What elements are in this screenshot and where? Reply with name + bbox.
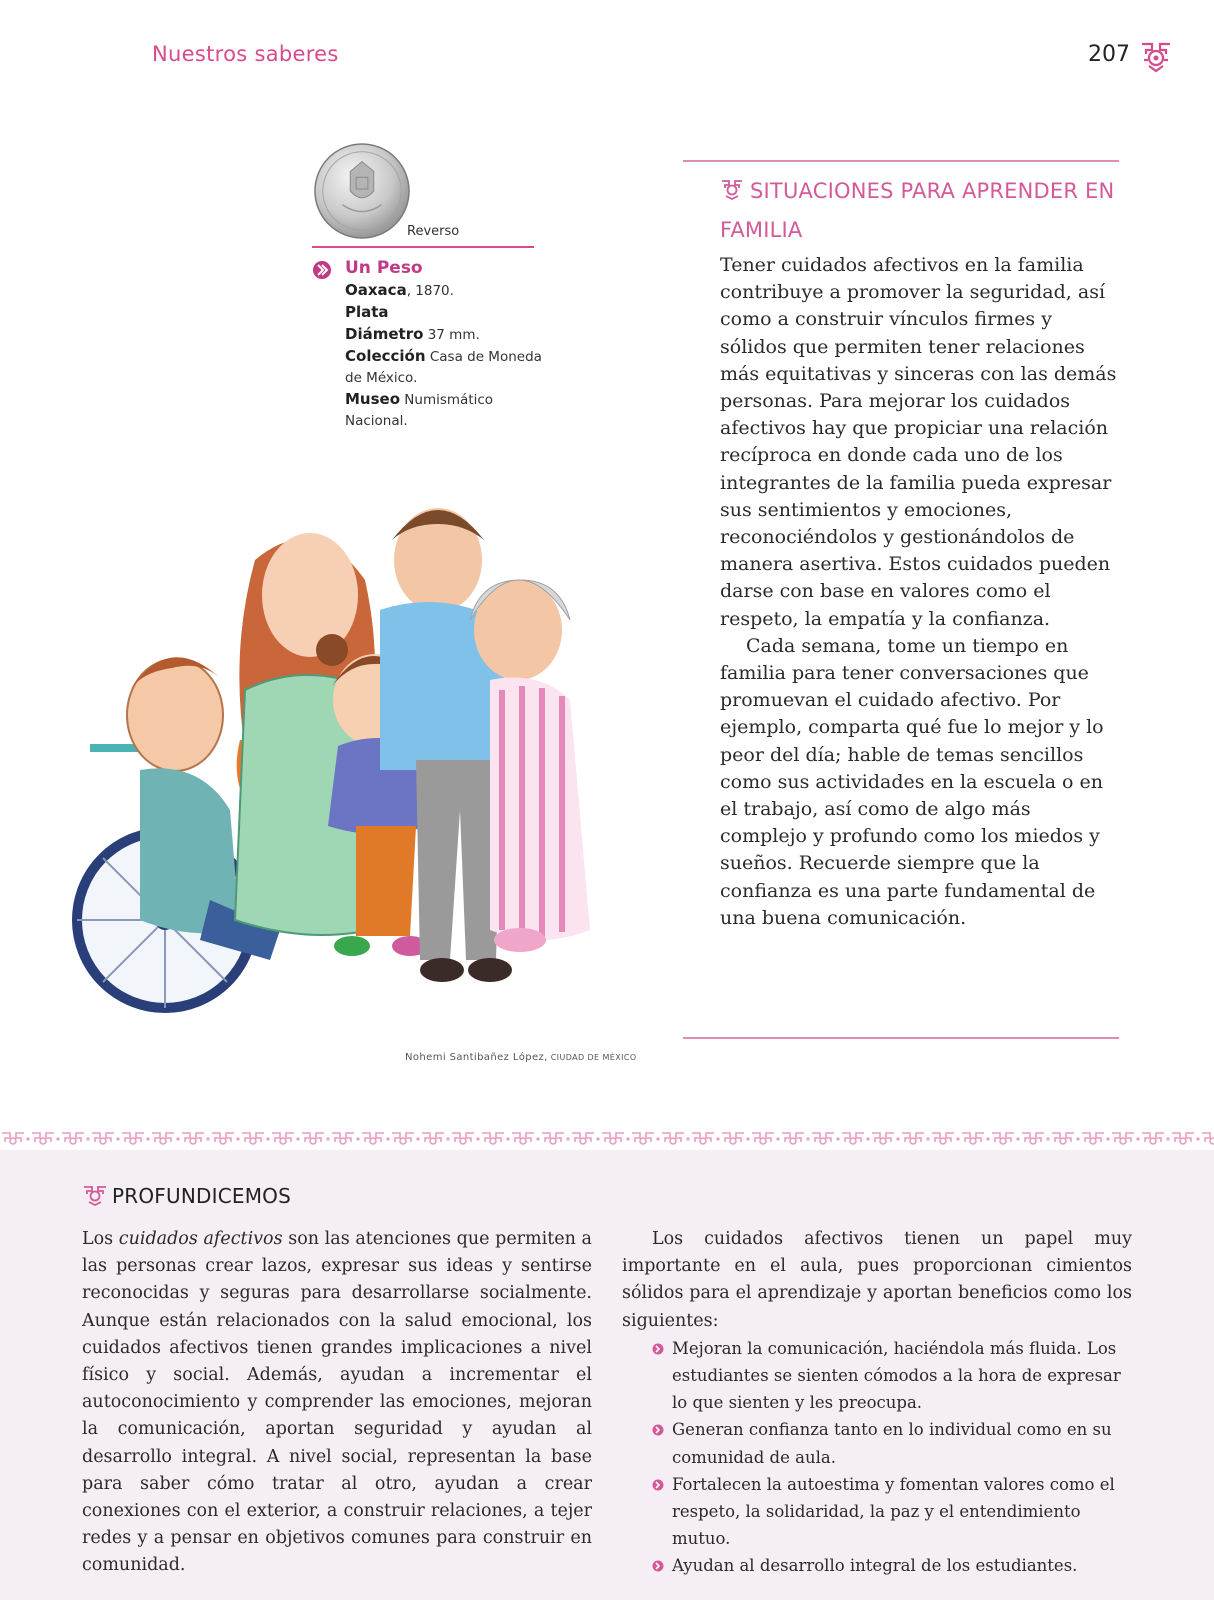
box-bottom-rule bbox=[683, 1037, 1119, 1039]
profundicemos-left-text: Los cuidados afectivos son las atenciones que permiten a las personas crear lazos, expresar sus ideas y sentirse reconocidas y seguras para desarrollarse socialmente. Aunque están relacionados con la salud emocional, los cuidados afectivos tienen grandes implicaciones a nivel físico y social. Además, ayudan a incrementar el autoconocimiento y comprender las emociones, mejoran la comunicación, aportan seguridad y ayudan al desarrollo integral. A nivel social, representan la base para saber cómo tratar al otro, ayudan a crear conexiones con el exterior, a construir relaciones, a tejer redes y a pensar en objetivos comunes para construir en comunidad. bbox=[82, 1229, 592, 1576]
benefits-list bbox=[650, 1335, 1132, 1580]
family-box-title: SITUACIONES PARA APRENDER EN FAMILIA bbox=[720, 179, 1115, 242]
list-item: Mejoran la comunicación, haciéndola más fluida. Los estudiantes se sienten cómodos a la hora de expresar lo que sienten y les preocupa. bbox=[650, 1335, 1132, 1417]
profundicemos-title: PROFUNDICEMOS bbox=[82, 1184, 291, 1208]
coin-collection: Colección Casa de Moneda de México. bbox=[345, 347, 542, 386]
profundicemos-right-column bbox=[622, 1226, 1132, 1580]
coin-place: Oaxaca, 1870. bbox=[345, 281, 454, 299]
page-number: 207 bbox=[1088, 42, 1130, 67]
box-top-rule bbox=[683, 160, 1119, 162]
chevron-right-icon bbox=[652, 1424, 664, 1436]
profundicemos-right-intro: Los cuidados afectivos tienen un papel muy importante en el aula, pues proporcionan cimientos sólidos para el aprendizaje y aportan beneficios como los siguientes: bbox=[622, 1229, 1132, 1331]
decorative-glyph-icon bbox=[720, 178, 744, 200]
coin-divider bbox=[312, 246, 534, 248]
chevron-right-icon bbox=[652, 1343, 664, 1355]
list-item: Fortalecen la autoestima y fomentan valores como el respeto, la solidaridad, la paz y el entendimiento mutuo. bbox=[650, 1471, 1132, 1553]
coin-museum: Museo Numismático Nacional. bbox=[345, 390, 494, 429]
coin-diameter: Diámetro 37 mm. bbox=[345, 325, 480, 343]
coin-metal: Plata bbox=[345, 303, 389, 321]
coin-info bbox=[345, 256, 545, 432]
chevron-right-icon bbox=[312, 260, 332, 280]
decorative-glyph-icon bbox=[1138, 38, 1174, 74]
section-title: Nuestros saberes bbox=[152, 42, 339, 66]
list-item: Generan confianza tanto en lo individual como en su comunidad de aula. bbox=[650, 1416, 1132, 1470]
illustration-credit: Nohemi Santibañez López, CIUDAD DE MÉXICO bbox=[405, 1052, 637, 1063]
family-box-text bbox=[720, 252, 1120, 932]
coin-caption: Reverso bbox=[407, 224, 460, 239]
decorative-border bbox=[0, 1128, 1214, 1150]
family-box-paragraph-1: Tener cuidados afectivos en la familia contribuye a promover la seguridad, así como a construir vínculos firmes y sólidos que permiten tener relaciones más equitativas y sinceras con las demás personas. Para mejorar los cuidados afectivos hay que propiciar una relación recíproca en donde cada uno de los integrantes de la familia pueda expresar sus sentimientos y emociones, reconociéndolos y gestionándolos de manera asertiva. Estos cuidados pueden darse con base en valores como el respeto, la empatía y la confianza. bbox=[720, 254, 1117, 630]
coin-image bbox=[313, 142, 411, 240]
family-illustration bbox=[70, 500, 630, 1030]
decorative-glyph-icon bbox=[82, 1184, 108, 1206]
list-item: Ayudan al desarrollo integral de los estudiantes. bbox=[650, 1552, 1132, 1579]
chevron-right-icon bbox=[652, 1479, 664, 1491]
family-box-paragraph-2: Cada semana, tome un tiempo en familia para tener conversaciones que promuevan el cuidado afectivo. Por ejemplo, comparta qué fue lo mejor y lo peor del día; hable de temas sencillos como sus actividades en la escuela o en el trabajo, así como de algo más complejo y profundo como los miedos y sueños. Recuerde siempre que la confianza es una parte fundamental de una buena comunicación. bbox=[720, 634, 1104, 929]
coin-name: Un Peso bbox=[345, 258, 423, 278]
chevron-right-icon bbox=[652, 1560, 664, 1572]
